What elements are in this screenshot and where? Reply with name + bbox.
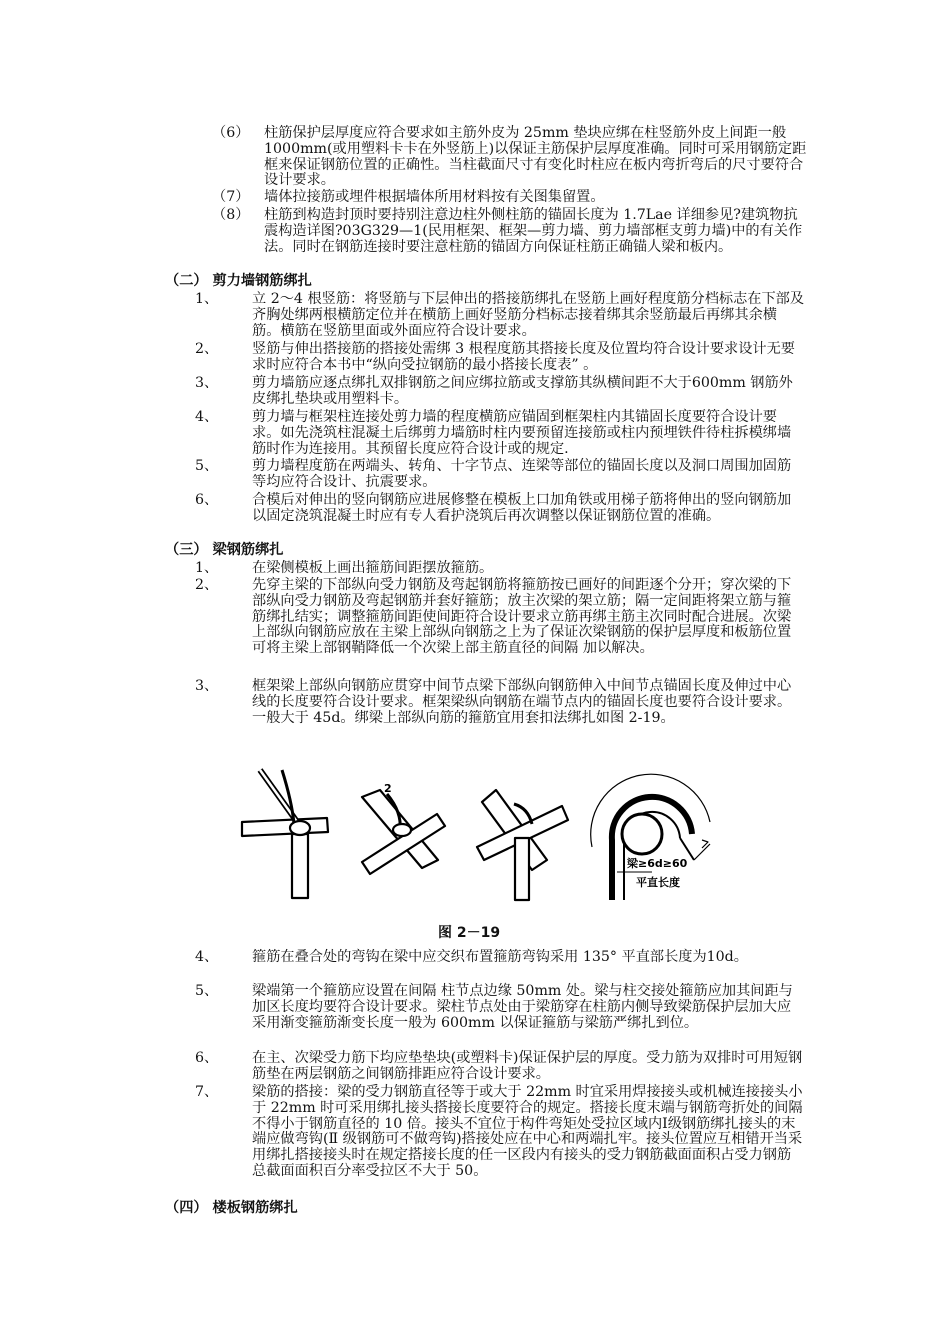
list-item [212,208,812,272]
item-text: 箍筋在叠合处的弯钩在梁中应交织布置箍筋弯钩采用 135° 平直部长度为10d。 [252,949,748,965]
list-item [212,126,812,190]
stirrup-sketch-1 [242,770,328,898]
item-text: 竖筋与伸出搭接筋的搭接处需绑 3 根程度筋其搭接长度及位置均符合设计要求设计无要求时应符合本书中“纵向受拉钢筋的最小搭接长度表” 。 [252,341,795,373]
item-text: 在梁侧模板上画出箍筋间距摆放箍筋。 [252,560,494,576]
item-number: 6、 [195,492,219,508]
list-item [195,459,815,491]
figure-caption: 图 2－19 [438,925,501,941]
list-item [195,950,815,982]
item-number: 4、 [195,949,219,965]
list-item [195,1085,815,1197]
item-number: 2、 [195,341,219,357]
list-item [195,1051,815,1083]
item-text: 剪力墙与框架柱连接处剪力墙的程度横筋应锚固到框架柱内其锚固长度要符合设计要求。如先浇筑柱混凝土后绑剪力墙筋时柱内要预留连接筋或柱内预埋铁件待柱拆模绑墙筋时作为连接用。其预留长度应符合设计或的规定. [252,409,792,457]
list-item [195,493,815,541]
list-item [195,342,815,374]
list-item [195,561,815,577]
list-item [195,679,815,743]
item-number: 6、 [195,1050,219,1066]
figure-label-length: 平直长度 [636,876,680,889]
list-item [212,190,812,206]
section-heading-beam: （三） 梁钢筋绑扎 [165,542,284,558]
item-number: 5、 [195,458,219,474]
item-text: 先穿主梁的下部纵向受力钢筋及弯起钢筋将箍筋按已画好的间距逐个分开；穿次梁的下部纵向受力钢筋及弯起钢筋并套好箍筋；放主次梁的架立筋；隔一定间距将架立筋与箍筋绑扎结实；调整箍筋间距使间距符合设计要求立筋再绑主筋主次同时配合进展。次梁上部纵向钢筋应放在主梁上部纵向钢筋之上为了保证次梁钢筋的保护层厚度和板筋位置可将主梁上部钢鞘降低一个次梁上部主筋直径的间隔 加以解决。 [252,577,792,657]
item-number: 3、 [195,375,219,391]
list-item [195,578,815,674]
item-number: （6） [212,125,250,141]
item-number: 3、 [195,678,219,694]
item-number: 1、 [195,560,219,576]
item-number: 5、 [195,983,219,999]
stirrup-sketch-2 [362,790,445,874]
item-text: 立 2～4 根竖筋：将竖筋与下层伸出的搭接筋绑扎在竖筋上画好程度筋分档标志在下部及齐胸处绑两根横筋定位并在横筋上画好竖筋分档标志接着绑其余竖筋最后再绑其余横筋。横筋在竖筋里面或外面应符合设计要求。 [252,291,805,339]
section-heading-shear-wall: （二） 剪力墙钢筋绑扎 [165,273,312,289]
stirrup-sketch-3 [477,790,568,900]
item-text: 剪力墙程度筋在两端头、转角、十字节点、连梁等部位的锚固长度以及洞口周围加固筋等均应符合设计、抗震要求。 [252,458,792,490]
item-number: 1、 [195,291,219,307]
item-number: 4、 [195,409,219,425]
item-text: 合模后对伸出的竖向钢筋应进展修整在模板上口加角铁或用梯子筋将伸出的竖向钢筋加以固定浇筑混凝土时应有专人看护浇筑后再次调整以保证钢筋位置的准确。 [252,492,792,524]
item-text: 剪力墙筋应逐点绑扎双排钢筋之间应绑拉筋或支撑筋其纵横间距不大于600mm 钢筋外皮绑扎垫块或用塑料卡。 [252,375,793,407]
list-item [195,984,815,1048]
item-text: 柱筋保护层厚度应符合要求如主筋外皮为 25mm 垫块应绑在柱竖筋外皮上间距一般 1000mm(或用塑料卡卡在外竖筋上)以保证主筋保护层厚度准确。同时可采用钢筋定距框来保证钢筋位置的正确性。当柱截面尺寸有变化时柱应在板内弯折弯后的尺寸要符合设计要求。 [264,125,807,189]
item-text: 墙体拉接筋或埋件根据墙体所用材料按有关图集留置。 [264,189,605,205]
item-number: （8） [212,207,250,223]
item-number: （7） [212,189,250,205]
item-number: 2、 [195,577,219,593]
item-text: 在主、次梁受力筋下均应垫垫块(或塑料卡)保证保护层的厚度。受力筋为双排时可用短钢筋垫在两层钢筋之间钢筋排距应符合设计要求。 [252,1050,803,1082]
item-text: 柱筋到构造封顶时要持别注意边柱外侧柱筋的锚固长度为 1.7Lae 详细参见?建筑物抗震构造详图?03G329—1(民用框架、框架—剪力墙、剪力墙部框支剪力墙)中的有关作法。同时在钢筋连接时要注意柱筋的锚固方向保证柱筋正确锚人梁和板内。 [264,207,803,255]
item-number: 7、 [195,1084,219,1100]
stirrup-tying-figure [232,752,712,912]
item-text: 框架梁上部纵向钢筋应贯穿中间节点梁下部纵向钢筋伸入中间节点锚固长度及伸过中心线的长度要符合设计要求。框架梁纵向钢筋在端节点内的锚固长度也要符合设计要求。一般大于 45d。绑梁上部纵向筋的箍筋宜用套扣法绑扎如图 2-19。 [252,678,792,726]
item-text: 梁端第一个箍筋应设置在间隔 柱节点边缘 50mm 处。梁与柱交接处箍筋应加其间距与加区长度均要符合设计要求。梁柱节点处由于梁筋穿在柱筋内侧导致梁筋保护层加大应采用渐变箍筋渐变长度一般为 600mm 以保证箍筋与梁筋严绑扎到位。 [252,983,793,1031]
item-text: 梁筋的搭接：梁的受力钢筋直径等于或大于 22mm 时宜采用焊接接头或机械连接接头小于 22mm 时可采用绑扎接头搭接长度要符合的规定。搭接长度末端与钢筋弯折处的间隔 不得小于钢筋直径的 10 倍。接头不宜位于构件弯矩处受拉区域内Ⅰ级钢筋绑扎接头的末端应做弯钩(Ⅱ 级钢筋可不做弯钩)搭接处应在中心和两端扎牢。接头位置应互相错开当采用绑扎搭接接头时在规定搭接长度的任一区段内有接头的受力钢筋截面面积占受力钢筋总截面面积百分率受拉区不大于 50。 [252,1084,803,1179]
list-item [195,410,815,458]
list-item [195,376,815,408]
figure-label-hook: 梁≥6d≥60 [627,857,688,870]
figure-label-number: 2 [384,782,392,795]
section-heading-floor-slab: （四） 楼板钢筋绑扎 [165,1200,298,1216]
list-item [195,292,815,340]
